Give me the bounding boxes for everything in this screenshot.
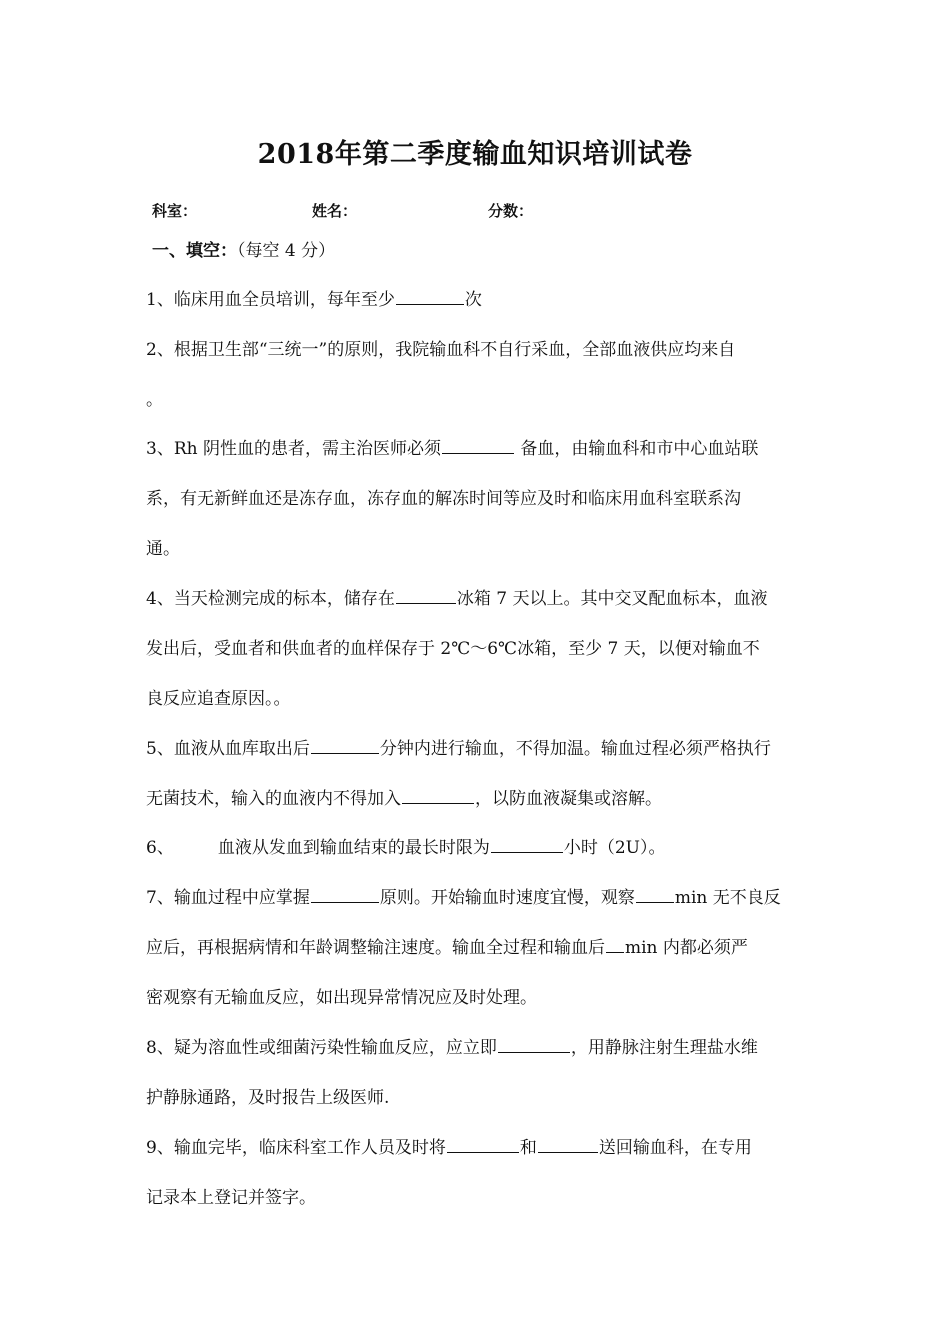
- name-label: 姓名：: [312, 202, 358, 220]
- q7-text-cont: 原则。开始输血时速度宜慢，观察: [379, 888, 635, 908]
- q6-text-end: 小时（2U）。: [563, 838, 666, 858]
- answer-blank: [538, 1136, 598, 1153]
- answer-blank: [498, 1036, 570, 1053]
- answer-blank: [311, 886, 379, 903]
- q7-text-line2: 应后，再根据病情和年龄调整输注速度。输血全过程和输血后: [146, 938, 605, 958]
- q6-number: 6、: [146, 838, 174, 858]
- answer-blank: [636, 886, 674, 903]
- q4-text-line2: 发出后，受血者和供血者的血样保存于 2℃～6℃冰箱，至少 7 天，以便对输血不: [146, 639, 760, 659]
- q9-text: 9、输血完毕，临床科室工作人员及时将: [146, 1138, 446, 1158]
- question-3-line-3: [146, 537, 808, 561]
- q7-text-line3: 密观察有无输血反应，如出现异常情况应及时处理。: [146, 988, 537, 1008]
- q4-text: 4、当天检测完成的标本，储存在: [146, 589, 395, 609]
- q5-text-line2: 无菌技术，输入的血液内不得加入: [146, 789, 401, 809]
- answer-blank: [491, 836, 563, 853]
- q8-text: 8、疑为溶血性或细菌污染性输血反应，应立即: [146, 1038, 497, 1058]
- score-label: 分数：: [488, 202, 534, 220]
- question-3-line-1: [146, 437, 808, 461]
- question-4-line-2: [146, 637, 808, 661]
- dept-label: 科室：: [152, 202, 198, 220]
- q5-text: 5、血液从血库取出后: [146, 739, 310, 759]
- question-4-line-1: [146, 587, 808, 611]
- question-6: [146, 836, 808, 860]
- question-7-line-1: [146, 886, 808, 910]
- q5-text-cont: 分钟内进行输血，不得加温。输血过程必须严格执行: [379, 739, 771, 759]
- page-title: 2018年第二季度输血知识培训试卷: [257, 139, 693, 170]
- question-5-line-1: [146, 737, 808, 761]
- section-heading: [152, 236, 335, 261]
- section-title: 一、填空：: [152, 241, 237, 261]
- answer-blank: [396, 587, 456, 604]
- q5-text-line2-end: ，以防血液凝集或溶解。: [475, 789, 662, 809]
- question-2-line-2: [146, 388, 808, 412]
- question-7-line-2: [146, 936, 808, 960]
- answer-blank: [606, 936, 624, 953]
- q8-text-cont: ，用静脉注射生理盐水维: [570, 1038, 758, 1058]
- q9-text-line2: 记录本上登记并签字。: [146, 1188, 316, 1208]
- header-fields: [0, 200, 950, 224]
- q7-text-cont2: min 无不良反: [674, 888, 781, 908]
- q3-text-line3: 通。: [146, 539, 180, 559]
- q9-text-and: 和: [519, 1138, 537, 1158]
- q1-text-end: 次: [464, 290, 482, 310]
- question-7-line-3: [146, 986, 808, 1010]
- answer-blank: [311, 737, 379, 754]
- q2-text: 2、根据卫生部“三统一”的原则，我院输血科不自行采血，全部血液供应均来自: [146, 340, 736, 360]
- answer-blank: [447, 1136, 519, 1153]
- q7-text: 7、输血过程中应掌握: [146, 888, 310, 908]
- question-3-line-2: [146, 487, 808, 511]
- question-9-line-1: [146, 1136, 808, 1160]
- answer-blank: [396, 288, 464, 305]
- question-1: [146, 288, 808, 312]
- q4-text-line3: 良反应追查原因。。: [146, 689, 291, 709]
- q6-text: 血液从发血到输血结束的最长时限为: [217, 838, 490, 858]
- q4-text-cont: 冰箱 7 天以上。其中交叉配血标本，血液: [456, 589, 768, 609]
- q8-text-line2: 护静脉通路，及时报告上级医师.: [146, 1088, 390, 1108]
- q9-text-cont: 送回输血科，在专用: [598, 1138, 752, 1158]
- answer-blank: [442, 437, 514, 454]
- question-9-line-2: [146, 1186, 808, 1210]
- q3-text-cont: 备血，由输血科和市中心血站联: [514, 439, 759, 459]
- question-2-line-1: [146, 338, 808, 362]
- answer-blank: [402, 787, 474, 804]
- q7-text-line2-end: min 内都必须严: [625, 938, 748, 958]
- question-5-line-2: [146, 787, 808, 811]
- question-8-line-2: [146, 1086, 808, 1110]
- question-4-line-3: [146, 687, 808, 711]
- q3-text-line2: 系，有无新鲜血还是冻存血，冻存血的解冻时间等应及时和临床用血科室联系沟: [146, 489, 741, 509]
- section-note: （每空 4 分）: [237, 241, 336, 261]
- q3-text: 3、Rh 阴性血的患者，需主治医师必须: [146, 439, 441, 459]
- q1-text: 1、临床用血全员培训，每年至少: [146, 290, 395, 310]
- question-8-line-1: [146, 1036, 808, 1060]
- q2-text-end: 。: [146, 390, 163, 410]
